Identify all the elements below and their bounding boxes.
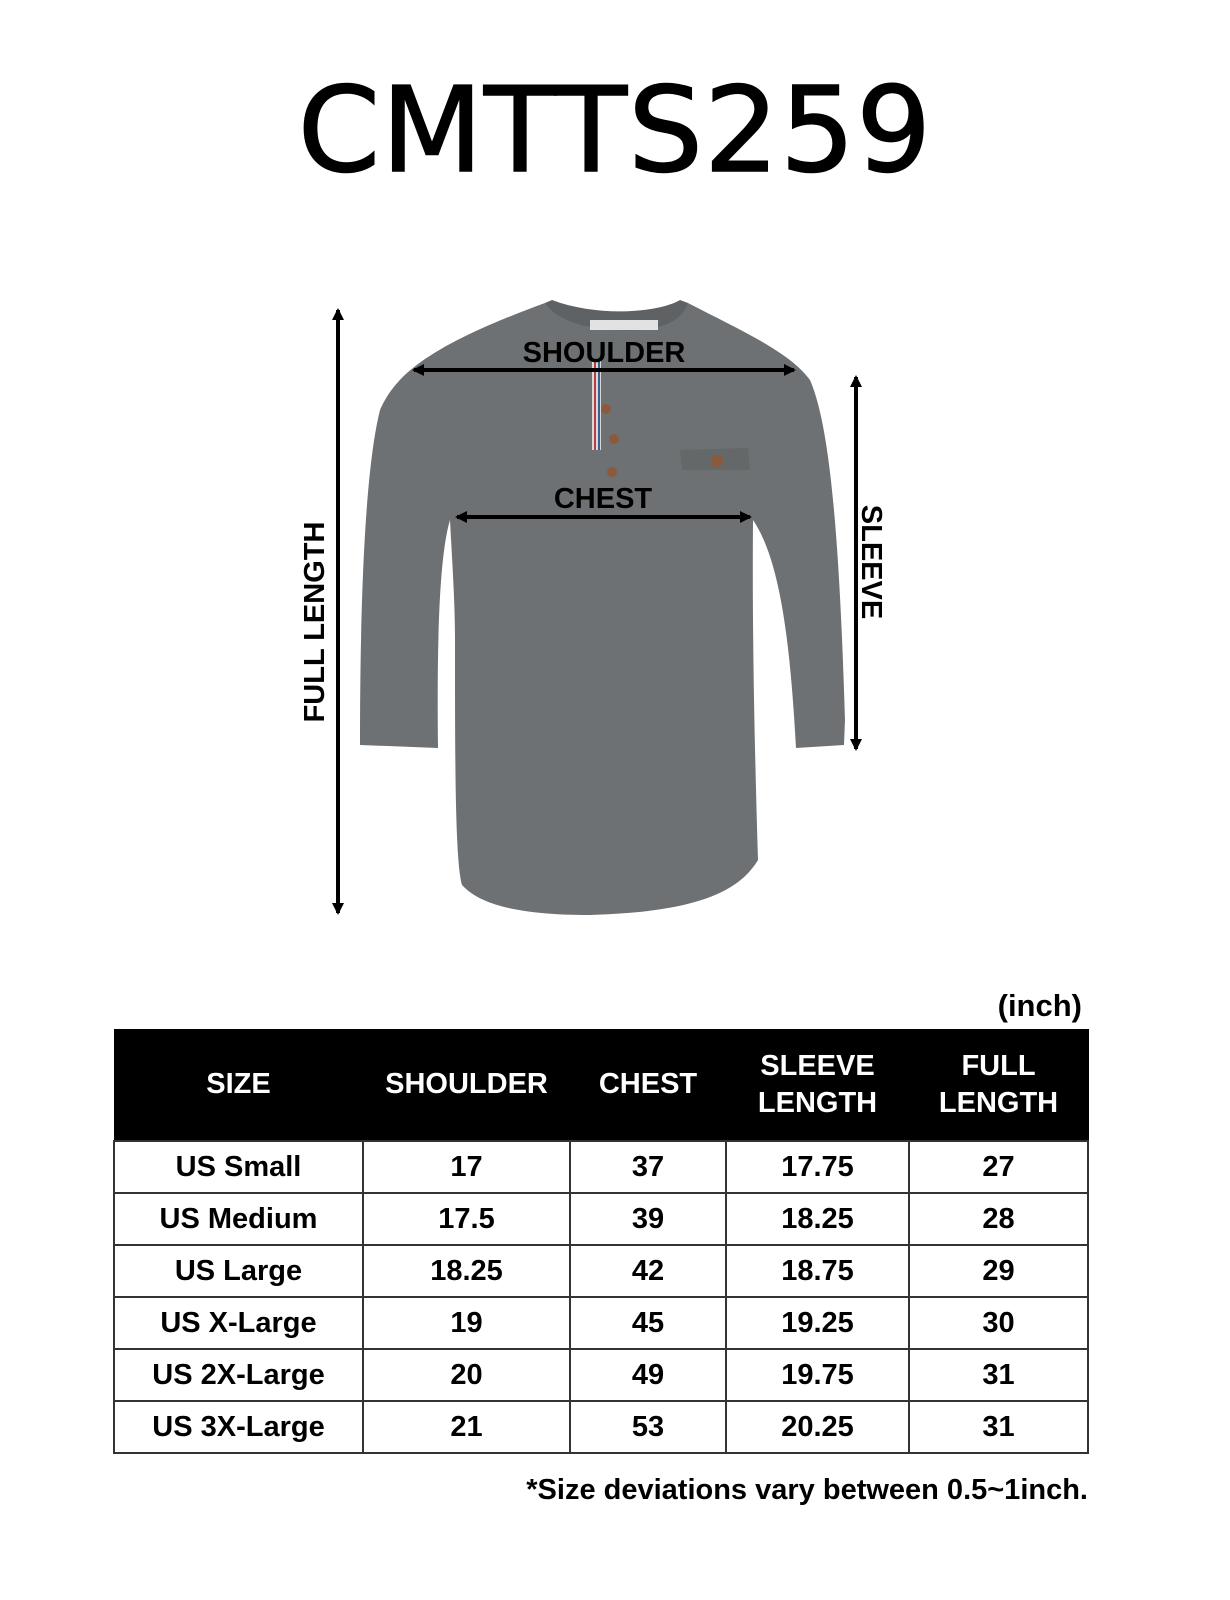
shoulder-cell: 19: [363, 1297, 570, 1349]
full-length-cell: 28: [909, 1193, 1088, 1245]
chest-label: CHEST: [553, 483, 653, 515]
table-row: [114, 1141, 1088, 1193]
sleeve-length-cell: 19.25: [726, 1297, 909, 1349]
shoulder-cell: 17: [363, 1141, 570, 1193]
size-cell: US X-Large: [114, 1297, 363, 1349]
size-cell: US 2X-Large: [114, 1349, 363, 1401]
header-shoulder: SHOULDER: [363, 1029, 570, 1141]
size-cell: US 3X-Large: [114, 1401, 363, 1453]
shirt-button: [609, 434, 619, 444]
header-sleeve-length: SLEEVE LENGTH: [726, 1029, 909, 1141]
chest-cell: 49: [570, 1349, 726, 1401]
size-cell: US Medium: [114, 1193, 363, 1245]
full-length-cell: 31: [909, 1349, 1088, 1401]
full-length-label: FULL LENGTH: [299, 521, 331, 723]
shoulder-label: SHOULDER: [522, 337, 686, 369]
sleeve-length-cell: 20.25: [726, 1401, 909, 1453]
size-deviation-note: *Size deviations vary between 0.5~1inch.: [526, 1474, 1088, 1506]
collar-tag: [590, 320, 658, 330]
shoulder-cell: 17.5: [363, 1193, 570, 1245]
header-chest: CHEST: [570, 1029, 726, 1141]
table-row: [114, 1349, 1088, 1401]
full-length-cell: 31: [909, 1401, 1088, 1453]
sleeve-length-cell: 18.25: [726, 1193, 909, 1245]
shoulder-cell: 20: [363, 1349, 570, 1401]
shirt-body: [360, 303, 845, 915]
header-size: SIZE: [114, 1029, 363, 1141]
product-code-title: CMTTS259: [297, 61, 933, 199]
size-chart-table: [113, 1029, 1089, 1454]
sleeve-length-cell: 19.75: [726, 1349, 909, 1401]
sleeve-length-cell: 17.75: [726, 1141, 909, 1193]
shirt-button: [607, 467, 617, 477]
chest-cell: 45: [570, 1297, 726, 1349]
table-row: [114, 1245, 1088, 1297]
sleeve-length-cell: 18.75: [726, 1245, 909, 1297]
table-row: [114, 1401, 1088, 1453]
table-row: [114, 1297, 1088, 1349]
sleeve-label: SLEEVE: [855, 504, 887, 620]
shoulder-cell: 18.25: [363, 1245, 570, 1297]
header-full-length: FULL LENGTH: [909, 1029, 1088, 1141]
chest-cell: 53: [570, 1401, 726, 1453]
shirt-button: [601, 404, 611, 414]
unit-label: (inch): [997, 988, 1082, 1023]
size-cell: US Small: [114, 1141, 363, 1193]
chest-cell: 37: [570, 1141, 726, 1193]
full-length-cell: 27: [909, 1141, 1088, 1193]
shoulder-cell: 21: [363, 1401, 570, 1453]
chest-cell: 39: [570, 1193, 726, 1245]
size-cell: US Large: [114, 1245, 363, 1297]
full-length-cell: 29: [909, 1245, 1088, 1297]
chest-cell: 42: [570, 1245, 726, 1297]
table-header-row: [114, 1029, 1088, 1141]
table-row: [114, 1193, 1088, 1245]
full-length-cell: 30: [909, 1297, 1088, 1349]
